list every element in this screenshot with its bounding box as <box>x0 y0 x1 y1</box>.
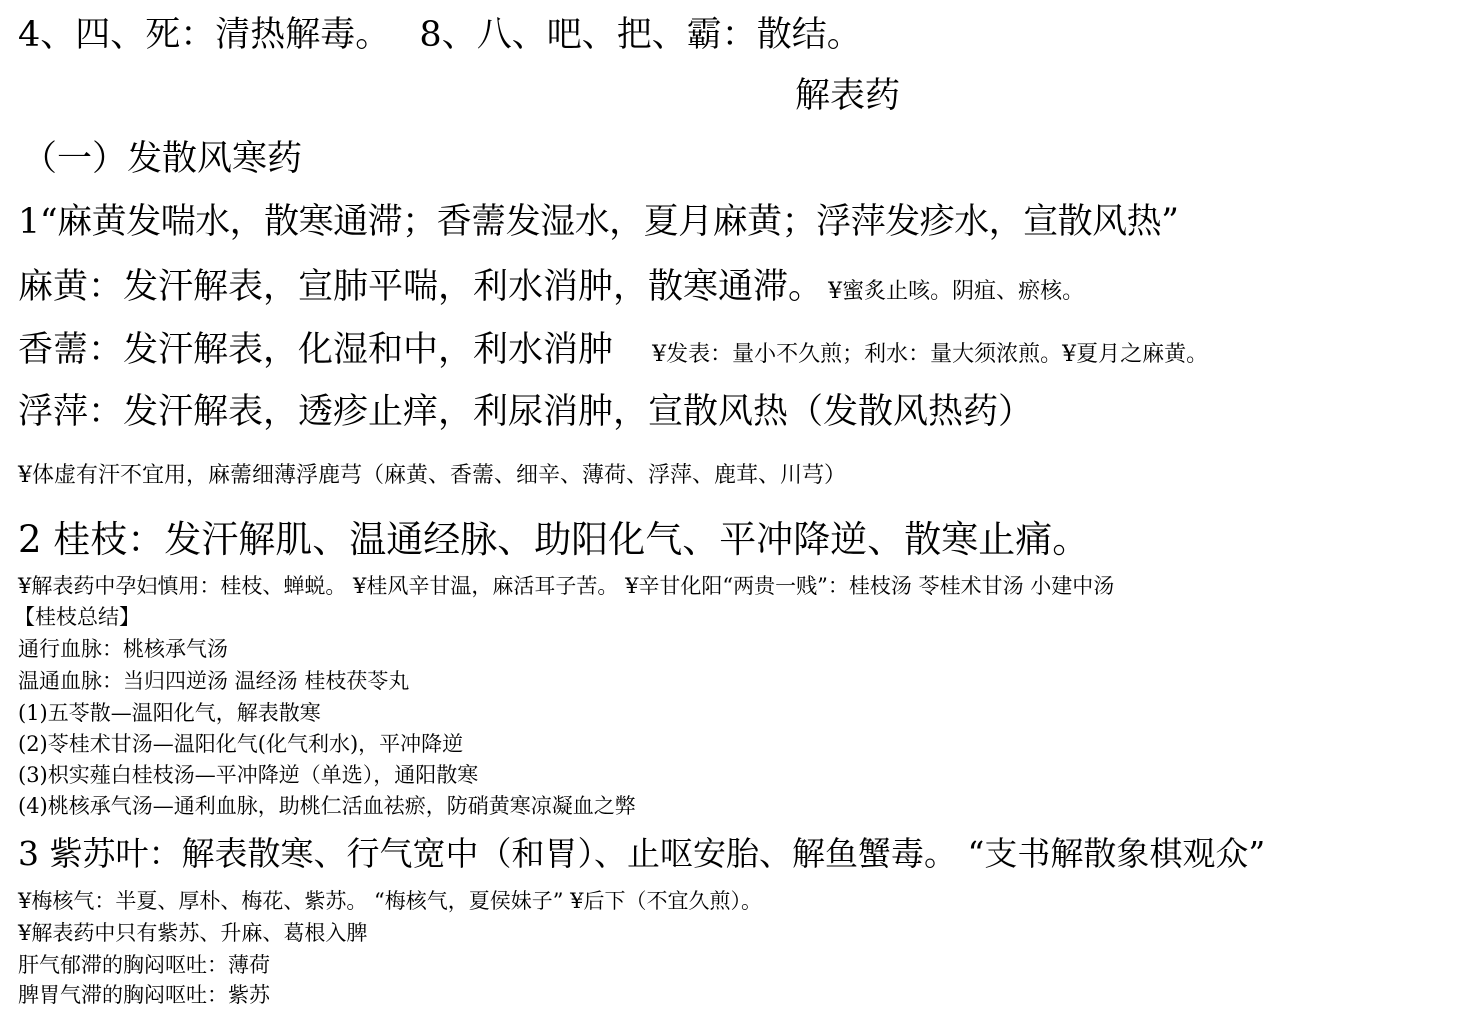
mahuang-main: 麻黄：发汗解表，宣肺平喘，利水消肿，散寒通滞。 <box>18 267 824 307</box>
top-line-part2: 8、八、吧、把、霸：散结。 <box>419 15 862 55</box>
top-line-part1: 4、四、死：清热解毒。 <box>18 15 391 55</box>
guizhi-summary-item: (4)桃核承气汤—通利血脉，助桃仁活血祛瘀，防硝黄寒凉凝血之弊 <box>18 794 636 818</box>
guizhi-heading: 2 桂枝：发汗解肌、温通经脉、助阳化气、平冲降逆、散寒止痛。 <box>18 518 1090 561</box>
guizhi-summary-item: (1)五苓散—温阳化气，解表散寒 <box>18 701 321 725</box>
guizhi-summary-item: 通行血脉：桃核承气汤 <box>18 637 228 661</box>
mahuang-note: ¥蜜炙止咳。阴疽、瘀核。 <box>828 279 1085 304</box>
guizhi-summary-item: (2)苓桂术甘汤—温阳化气(化气利水)，平冲降逆 <box>18 732 464 756</box>
subsection-title: （一）发散风寒药 <box>22 139 303 179</box>
zisuye-note: 脾胃气滞的胸闷呕吐：紫苏 <box>18 983 270 1007</box>
zisuye-note: 肝气郁滞的胸闷呕吐：薄荷 <box>18 953 270 977</box>
zisuye-note: ¥梅核气：半夏、厚朴、梅花、紫苏。 “梅核气，夏侯妹子” ¥后下（不宜久煎）。 <box>18 889 763 913</box>
mnemonic-line-1: 1“麻黄发喘水，散寒通滞；香薷发湿水，夏月麻黄；浮萍发疹水，宣散风热” <box>18 202 1179 242</box>
guizhi-summary-title: 【桂枝总结】 <box>14 605 140 629</box>
tixu-note: ¥体虚有汗不宜用，麻薷细薄浮鹿芎（麻黄、香薷、细辛、薄荷、浮萍、鹿茸、川芎） <box>18 463 846 488</box>
mahuang-line <box>18 267 1085 307</box>
xiangru-main: 香薷：发汗解表，化湿和中，利水消肿 <box>18 330 614 370</box>
top-line-mnemonic <box>18 15 862 55</box>
zisuye-heading: 3 紫苏叶：解表散寒、行气宽中（和胃）、止呕安胎、解鱼蟹毒。 “支书解散象棋观众” <box>18 834 1266 873</box>
xiangru-line <box>18 330 1209 370</box>
guizhi-summary-item: (3)枳实薤白桂枝汤—平冲降逆（单选），通阳散寒 <box>18 763 479 787</box>
guizhi-notes: ¥解表药中孕妇慎用：桂枝、蝉蜕。 ¥桂风辛甘温，麻活耳子苦。 ¥辛甘化阳“两贵一贱”：桂枝汤 苓桂术甘汤 小建中汤 <box>18 574 1115 598</box>
xiangru-note: ¥发表：量小不久煎；利水：量大须浓煎。¥夏月之麻黄。 <box>652 342 1209 367</box>
section-title: 解表药 <box>795 76 901 116</box>
guizhi-summary-item: 温通血脉：当归四逆汤 温经汤 桂枝茯苓丸 <box>18 669 410 693</box>
fuping-line: 浮萍：发汗解表，透疹止痒，利尿消肿，宣散风热（发散风热药） <box>18 392 1034 432</box>
zisuye-note: ¥解表药中只有紫苏、升麻、葛根入脾 <box>18 921 368 945</box>
